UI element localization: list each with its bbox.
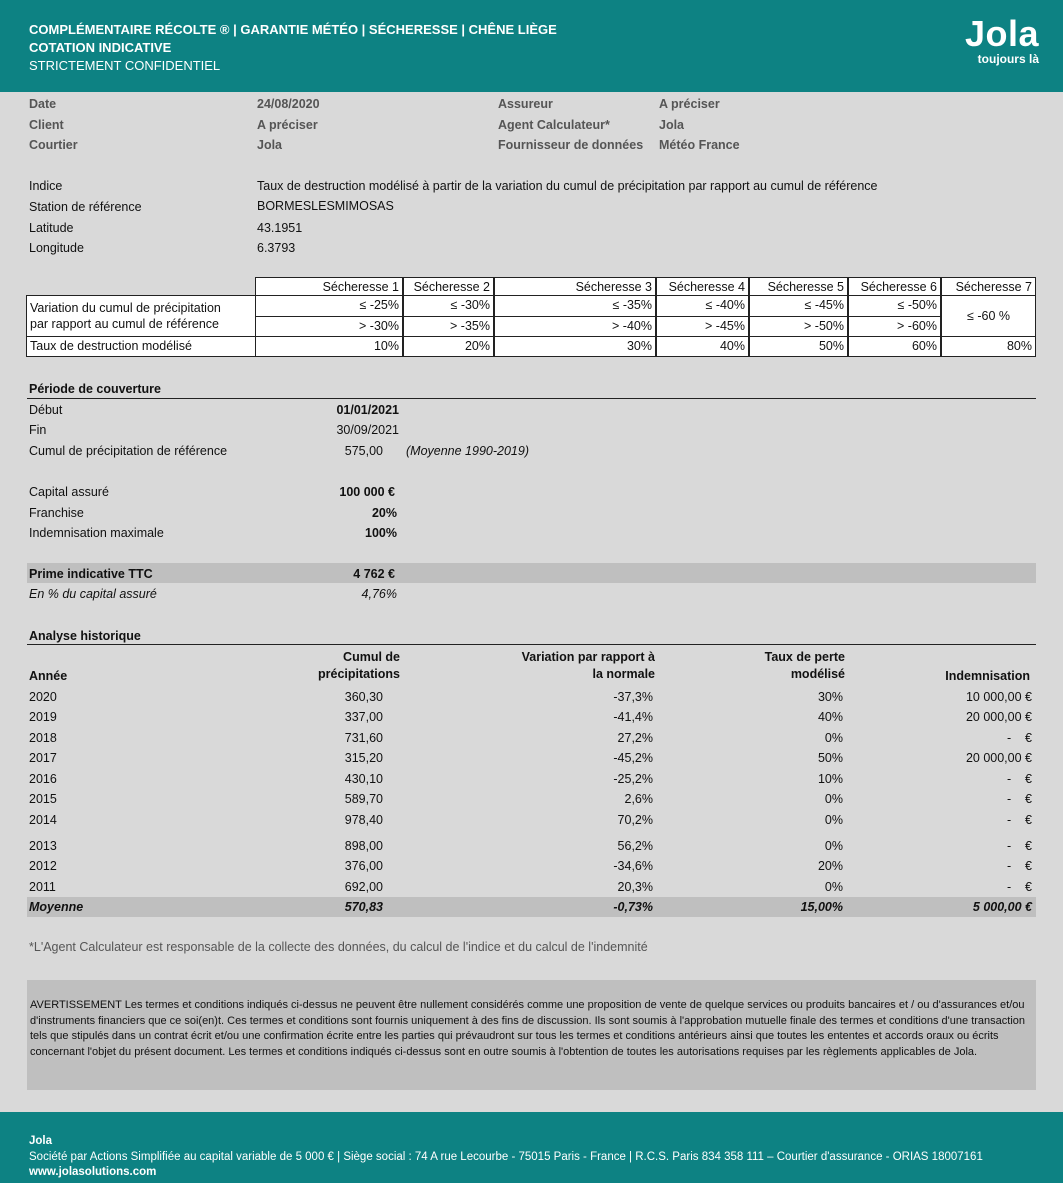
col-cumul-1: Cumul de [343,650,400,664]
drought-header-6: Sécheresse 6 [848,277,941,296]
history-taux: 20% [817,859,843,873]
latitude-label: Latitude [29,221,74,235]
history-taux: 40% [817,710,843,724]
history-year: 2020 [29,690,57,704]
history-year: 2019 [29,710,57,724]
history-taux: 0% [824,880,843,894]
threshold-upper-5: ≤ -45% [749,295,848,317]
history-taux: 10% [817,772,843,786]
indem-max-label: Indemnisation maximale [29,526,164,540]
fournisseur-label: Fournisseur de données [498,138,644,152]
history-cumul: 360,30 [344,690,383,704]
history-variation: 70,2% [617,813,653,827]
avg-var: -0,73% [613,900,653,914]
threshold-upper-1: ≤ -25% [255,295,403,317]
agent-value: Jola [659,118,685,132]
col-var-1: Variation par rapport à [521,650,655,664]
history-variation: -41,4% [613,710,653,724]
threshold-upper-3: ≤ -35% [494,295,656,317]
pct-value: 4,76% [361,587,397,601]
history-indemnisation: - € [1006,880,1032,894]
franchise-value: 20% [371,506,397,520]
history-cumul: 589,70 [344,792,383,806]
page-footer [0,1112,1063,1183]
taux-value-5: 50% [749,336,848,357]
fin-label: Fin [29,423,47,437]
threshold-lower-6: > -60% [848,316,941,337]
indice-label: Indice [29,179,63,193]
history-variation: 27,2% [617,731,653,745]
station-label: Station de référence [29,200,142,214]
history-cumul: 337,00 [344,710,383,724]
history-variation: 56,2% [617,839,653,853]
prime-value: 4 762 € [353,567,395,581]
history-variation: 20,3% [617,880,653,894]
footer-company: Jola [29,1135,53,1147]
history-taux: 0% [824,731,843,745]
history-divider [27,644,1036,645]
indem-max-value: 100% [365,526,397,540]
history-indemnisation: 20 000,00 € [965,751,1032,765]
threshold-upper-2: ≤ -30% [403,295,494,317]
doc-type: COTATION INDICATIVE [29,40,172,55]
col-indem: Indemnisation [945,669,1030,683]
capital-value: 100 000 € [339,485,395,499]
threshold-upper-6: ≤ -50% [848,295,941,317]
cumul-ref-note: (Moyenne 1990-2019) [406,444,529,458]
history-indemnisation: 20 000,00 € [965,710,1032,724]
history-taux: 0% [824,839,843,853]
history-indemnisation: - € [1006,731,1032,745]
col-var-2: la normale [592,667,655,681]
assureur-value: A préciser [659,97,720,111]
history-indemnisation: - € [1006,792,1032,806]
coverage-title: Période de couverture [29,382,161,396]
threshold-lower-5: > -50% [749,316,848,337]
history-cumul: 376,00 [344,859,383,873]
date-value: 24/08/2020 [257,97,320,111]
product-title: COMPLÉMENTAIRE RÉCOLTE ® | GARANTIE MÉTÉO | SÉCHERESSE | CHÊNE LIÈGE [29,22,557,37]
threshold-last: ≤ -60 % [941,295,1036,337]
history-indemnisation: - € [1006,813,1032,827]
taux-value-6: 60% [848,336,941,357]
taux-value-2: 20% [403,336,494,357]
avg-cumul: 570,83 [344,900,383,914]
col-taux-1: Taux de perte [764,650,845,664]
fournisseur-value: Météo France [659,138,740,152]
drought-header-3: Sécheresse 3 [494,277,656,296]
taux-value-7: 80% [941,336,1036,357]
avg-band [27,897,1036,917]
history-year: 2014 [29,813,57,827]
history-year: 2015 [29,792,57,806]
courtier-value: Jola [257,138,283,152]
avg-indem: 5 000,00 € [972,900,1032,914]
history-taux: 30% [817,690,843,704]
history-taux: 0% [824,792,843,806]
courtier-label: Courtier [29,138,78,152]
station-value: BORMESLESMIMOSAS [257,199,394,213]
logo-wordmark: Jola [964,13,1039,54]
history-indemnisation: - € [1006,772,1032,786]
franchise-label: Franchise [29,506,84,520]
history-variation: -25,2% [613,772,653,786]
logo-tagline: toujours là [977,52,1039,66]
cumul-ref-value: 575,00 [344,444,383,458]
history-variation: -45,2% [613,751,653,765]
disclaimer: AVERTISSEMENT Les termes et conditions indiqués ci-dessus ne peuvent être nullement considérés comme une proposition de vente de quelque services ou produits bancaires et / ou d'assurances et/ou d'instruments financiers que ce soi(en)t. Ces termes et conditions sont fournis uniquement à des fins de discussion. Ils sont soumis à l'approbation mutuelle finale des termes et conditions d'une transaction tels que stipulés dans un contrat écrit et/ou une confirmation écrite entre les parties qui prévaudront sur tous les termes et conditions antérieurs ainsi que toutes les ententes et accords oraux ou écrits concernant l'objet du présent document. Les termes et conditions indiqués ci-dessus sont en outre soumis à l'obtention de toutes les autorisations requises par les règlements applicables de Jola. [27,980,1036,1090]
drought-header-1: Sécheresse 1 [255,277,403,296]
debut-label: Début [29,403,63,417]
history-cumul: 978,40 [344,813,383,827]
history-cumul: 898,00 [344,839,383,853]
threshold-lower-3: > -40% [494,316,656,337]
longitude-label: Longitude [29,241,84,255]
history-indemnisation: 10 000,00 € [965,690,1032,704]
history-cumul: 430,10 [344,772,383,786]
drought-header-4: Sécheresse 4 [656,277,749,296]
footer-legal: Société par Actions Simplifiée au capital variable de 5 000 € | Siège social : 74 A rue Lecourbe - 75015 Paris - France | R.C.S. Paris 834 358 111 – Courtier d'assurance - ORIAS 18007161 [29,1151,983,1163]
taux-value-4: 40% [656,336,749,357]
history-year: 2012 [29,859,57,873]
history-variation: 2,6% [624,792,653,806]
threshold-lower-4: > -45% [656,316,749,337]
latitude-value: 43.1951 [257,221,303,235]
drought-header-2: Sécheresse 2 [403,277,494,296]
date-label: Date [29,97,57,111]
jola-logo [964,13,1039,66]
footer-url[interactable]: www.jolasolutions.com [29,1166,157,1178]
capital-label: Capital assuré [29,485,109,499]
history-year: 2013 [29,839,57,853]
avg-label: Moyenne [29,900,84,914]
history-taux: 0% [824,813,843,827]
indice-value: Taux de destruction modélisé à partir de la variation du cumul de précipitation par rapport au cumul de référence [257,179,878,193]
taux-value-1: 10% [255,336,403,357]
history-year: 2017 [29,751,57,765]
threshold-lower-2: > -35% [403,316,494,337]
variation-label [26,295,256,337]
variation-label-line2: par rapport au cumul de référence [30,317,219,331]
history-taux: 50% [817,751,843,765]
history-year: 2016 [29,772,57,786]
history-year: 2011 [29,880,56,894]
cumul-ref-label: Cumul de précipitation de référence [29,444,228,458]
avg-taux: 15,00% [800,900,843,914]
prime-band [27,563,1036,583]
drought-header-5: Sécheresse 5 [749,277,848,296]
agent-note: *L'Agent Calculateur est responsable de la collecte des données, du calcul de l'indice et du calcul de l'indemnité [29,940,648,954]
pct-label: En % du capital assuré [29,587,157,601]
threshold-lower-1: > -30% [255,316,403,337]
client-value: A préciser [257,118,318,132]
col-annee: Année [29,669,68,683]
drought-header-7: Sécheresse 7 [941,277,1036,296]
history-cumul: 731,60 [344,731,383,745]
fin-value: 30/09/2021 [336,423,399,437]
taux-label: Taux de destruction modélisé [26,336,256,357]
confidentiality: STRICTEMENT CONFIDENTIEL [29,58,221,73]
history-title: Analyse historique [29,629,141,643]
agent-label: Agent Calculateur* [498,118,610,132]
threshold-upper-4: ≤ -40% [656,295,749,317]
page-header [0,0,1063,92]
col-cumul-2: précipitations [318,667,400,681]
history-cumul: 315,20 [344,751,383,765]
history-indemnisation: - € [1006,839,1032,853]
prime-label: Prime indicative TTC [29,567,153,581]
variation-label-line1: Variation du cumul de précipitation [30,301,221,315]
longitude-value: 6.3793 [257,241,296,255]
coverage-divider [27,398,1036,399]
history-cumul: 692,00 [344,880,383,894]
taux-value-3: 30% [494,336,656,357]
client-label: Client [29,118,64,132]
col-taux-2: modélisé [790,667,845,681]
history-indemnisation: - € [1006,859,1032,873]
history-variation: -34,6% [613,859,653,873]
debut-value: 01/01/2021 [336,403,399,417]
history-year: 2018 [29,731,57,745]
assureur-label: Assureur [498,97,553,111]
history-variation: -37,3% [613,690,653,704]
